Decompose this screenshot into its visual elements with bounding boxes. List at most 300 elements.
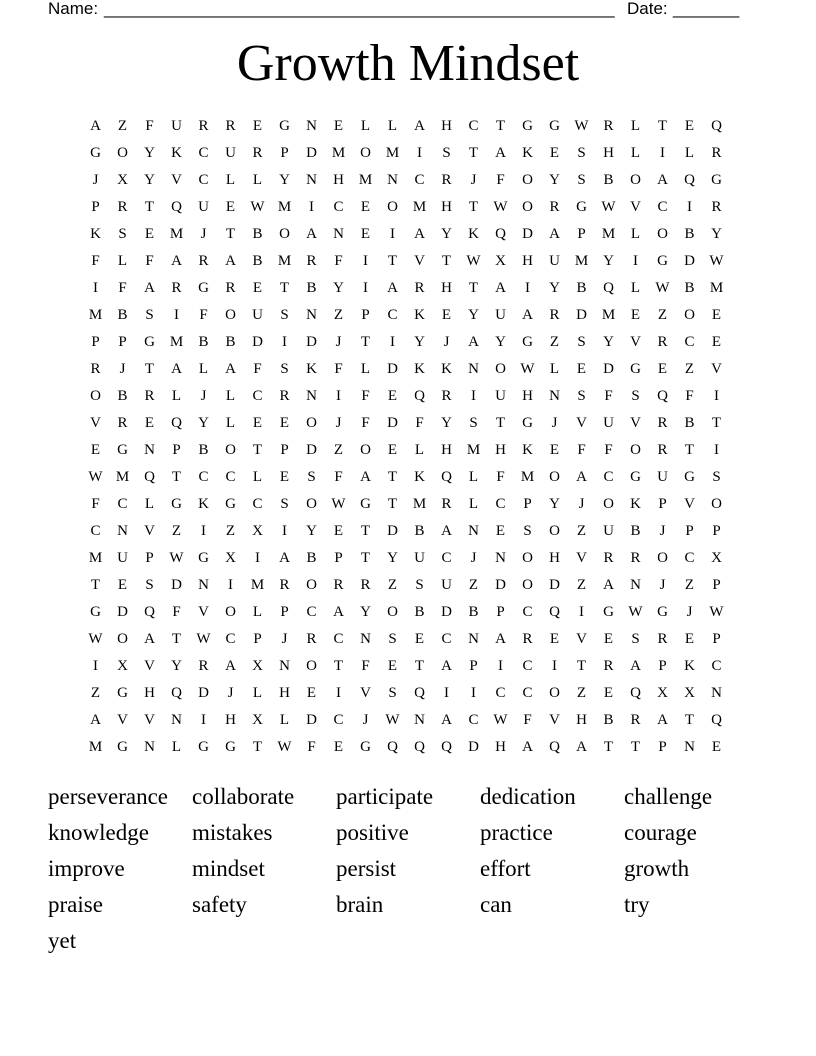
- grid-letter: O: [711, 496, 722, 512]
- grid-letter: H: [441, 280, 452, 296]
- grid-letter: A: [333, 604, 344, 620]
- grid-letter: C: [414, 172, 425, 188]
- grid-letter: O: [387, 604, 398, 620]
- grid-letter: X: [225, 550, 236, 566]
- word-bank-item: knowledge: [48, 820, 149, 845]
- grid-letter: F: [91, 496, 100, 512]
- grid-letter: Q: [171, 199, 182, 215]
- grid-letter: H: [522, 253, 533, 269]
- grid-row: [82, 518, 730, 545]
- grid-letter: P: [280, 442, 289, 458]
- grid-letter: B: [306, 280, 317, 296]
- grid-letter: F: [118, 280, 127, 296]
- grid-letter: L: [630, 118, 641, 134]
- grid-letter: L: [468, 469, 479, 485]
- grid-letter: C: [711, 658, 722, 674]
- grid-letter: L: [414, 442, 425, 458]
- grid-letter: Z: [333, 307, 344, 323]
- grid-letter: R: [90, 361, 101, 377]
- grid-letter: G: [90, 604, 101, 620]
- grid-letter: T: [441, 253, 452, 269]
- grid-letter: Y: [387, 550, 398, 566]
- grid-letter: P: [361, 307, 370, 323]
- grid-letter: F: [91, 253, 100, 269]
- grid-letter: G: [198, 280, 209, 296]
- grid-letter: L: [630, 280, 641, 296]
- grid-letter: E: [630, 307, 641, 323]
- grid-letter: G: [522, 118, 533, 134]
- word-bank-item: challenge: [624, 784, 713, 809]
- grid-letter: O: [522, 577, 533, 593]
- grid-letter: E: [495, 523, 506, 539]
- grid-letter: L: [171, 739, 182, 755]
- grid-letter: Q: [549, 739, 560, 755]
- grid-letter: C: [333, 631, 344, 647]
- grid-letter: E: [549, 631, 560, 647]
- grid-letter: U: [603, 523, 614, 539]
- grid-letter: G: [198, 550, 209, 566]
- grid-letter: W: [385, 712, 400, 728]
- grid-letter: F: [361, 415, 370, 431]
- grid-letter: L: [360, 361, 371, 377]
- grid-letter: A: [630, 658, 641, 674]
- grid-letter: O: [225, 604, 236, 620]
- grid-letter: T: [225, 226, 236, 242]
- word-bank-item: mindset: [192, 856, 265, 881]
- grid-letter: K: [630, 496, 641, 512]
- grid-letter: X: [684, 685, 695, 701]
- grid-letter: N: [198, 577, 209, 593]
- word-bank-item: perseverance: [48, 784, 169, 809]
- grid-letter: S: [388, 631, 397, 647]
- grid-letter: P: [712, 523, 721, 539]
- grid-letter: F: [523, 712, 532, 728]
- name-label: Name:: [48, 0, 99, 18]
- grid-row: [82, 140, 730, 167]
- grid-letter: E: [387, 658, 398, 674]
- grid-letter: C: [306, 604, 317, 620]
- grid-letter: O: [279, 226, 290, 242]
- grid-letter: C: [522, 658, 533, 674]
- grid-letter: Z: [657, 307, 668, 323]
- grid-letter: E: [711, 739, 722, 755]
- grid-letter: L: [198, 361, 209, 377]
- grid-letter: S: [631, 388, 640, 404]
- grid-letter: P: [145, 550, 154, 566]
- grid-letter: O: [360, 442, 371, 458]
- grid-letter: T: [90, 577, 101, 593]
- grid-letter: P: [91, 334, 100, 350]
- grid-letter: C: [333, 712, 344, 728]
- grid-letter: D: [171, 577, 182, 593]
- grid-letter: O: [306, 658, 317, 674]
- grid-letter: V: [171, 172, 182, 188]
- grid-letter: P: [280, 604, 289, 620]
- grid-letter: E: [252, 118, 263, 134]
- grid-letter: U: [549, 253, 560, 269]
- grid-letter: D: [306, 334, 317, 350]
- grid-letter: E: [144, 415, 155, 431]
- grid-letter: A: [171, 253, 182, 269]
- grid-letter: Z: [225, 523, 236, 539]
- grid-letter: R: [549, 307, 560, 323]
- grid-letter: H: [279, 685, 290, 701]
- grid-letter: I: [336, 388, 341, 404]
- grid-letter: B: [468, 604, 479, 620]
- grid-letter: B: [630, 523, 641, 539]
- grid-letter: E: [711, 334, 722, 350]
- grid-letter: Y: [441, 415, 452, 431]
- grid-letter: R: [414, 280, 425, 296]
- grid-letter: L: [225, 415, 236, 431]
- grid-letter: V: [711, 361, 722, 377]
- grid-letter: B: [684, 280, 695, 296]
- grid-letter: B: [603, 172, 614, 188]
- grid-letter: F: [496, 469, 505, 485]
- grid-letter: P: [91, 199, 100, 215]
- grid-letter: T: [414, 658, 425, 674]
- grid-letter: A: [306, 226, 317, 242]
- grid-letter: C: [252, 388, 263, 404]
- grid-row: [82, 356, 730, 383]
- grid-letter: V: [144, 523, 155, 539]
- grid-letter: W: [520, 361, 535, 377]
- grid-letter: H: [144, 685, 155, 701]
- grid-letter: W: [196, 631, 211, 647]
- grid-letter: H: [549, 550, 560, 566]
- grid-letter: O: [306, 496, 317, 512]
- grid-letter: N: [711, 685, 722, 701]
- grid-letter: T: [171, 631, 182, 647]
- grid-letter: Y: [360, 604, 371, 620]
- grid-letter: M: [331, 145, 346, 161]
- grid-letter: S: [577, 172, 586, 188]
- grid-letter: O: [657, 550, 668, 566]
- grid-letter: J: [119, 361, 126, 377]
- grid-letter: X: [252, 523, 263, 539]
- grid-letter: K: [90, 226, 101, 242]
- grid-letter: I: [390, 334, 395, 350]
- grid-letter: T: [657, 118, 668, 134]
- grid-letter: A: [603, 577, 614, 593]
- grid-letter: A: [495, 631, 506, 647]
- grid-letter: R: [441, 388, 452, 404]
- grid-letter: F: [145, 118, 154, 134]
- grid-letter: G: [657, 253, 668, 269]
- grid-letter: Y: [144, 172, 155, 188]
- grid-letter: D: [468, 739, 479, 755]
- grid-letter: Z: [684, 361, 695, 377]
- grid-letter: F: [334, 253, 343, 269]
- grid-letter: H: [495, 739, 506, 755]
- grid-letter: C: [684, 550, 695, 566]
- grid-row: [82, 707, 730, 734]
- grid-letter: R: [630, 712, 641, 728]
- grid-letter: L: [279, 712, 290, 728]
- word-bank-item: brain: [336, 892, 384, 917]
- grid-letter: R: [603, 118, 614, 134]
- grid-letter: N: [360, 631, 371, 647]
- grid-letter: A: [549, 226, 560, 242]
- grid-row: [82, 275, 730, 302]
- grid-letter: E: [684, 118, 695, 134]
- grid-letter: V: [360, 685, 371, 701]
- grid-letter: R: [657, 442, 668, 458]
- grid-letter: K: [414, 307, 425, 323]
- grid-row: [82, 464, 730, 491]
- grid-row: [82, 626, 730, 653]
- grid-letter: Q: [387, 739, 398, 755]
- grid-letter: R: [198, 658, 209, 674]
- grid-row: [82, 653, 730, 680]
- grid-letter: E: [117, 577, 128, 593]
- grid-letter: N: [495, 550, 506, 566]
- grid-letter: Y: [306, 523, 317, 539]
- grid-letter: R: [117, 199, 128, 215]
- word-bank-item: collaborate: [192, 784, 295, 809]
- grid-letter: R: [657, 631, 668, 647]
- grid-letter: E: [657, 361, 668, 377]
- grid-letter: A: [468, 334, 479, 350]
- grid-letter: W: [655, 280, 670, 296]
- grid-letter: X: [117, 172, 128, 188]
- grid-letter: F: [604, 442, 613, 458]
- grid-letter: G: [117, 685, 128, 701]
- grid-letter: S: [307, 469, 316, 485]
- grid-letter: J: [578, 496, 585, 512]
- grid-letter: Y: [603, 334, 614, 350]
- name-blank: ______________________________________________________: [104, 0, 615, 18]
- grid-letter: I: [201, 712, 206, 728]
- grid-letter: O: [522, 172, 533, 188]
- grid-letter: D: [387, 523, 398, 539]
- word-bank-item: try: [624, 892, 650, 917]
- grid-letter: L: [225, 388, 236, 404]
- grid-letter: E: [360, 199, 371, 215]
- grid-letter: E: [684, 631, 695, 647]
- grid-letter: W: [331, 496, 346, 512]
- grid-letter: I: [471, 388, 476, 404]
- grid-letter: D: [306, 442, 317, 458]
- grid-letter: B: [684, 226, 695, 242]
- grid-letter: N: [630, 577, 641, 593]
- word-bank-item: can: [480, 892, 512, 917]
- grid-letter: S: [118, 226, 127, 242]
- grid-letter: E: [387, 388, 398, 404]
- grid-letter: U: [171, 118, 182, 134]
- grid-letter: T: [279, 280, 290, 296]
- grid-letter: D: [576, 307, 587, 323]
- grid-letter: R: [279, 388, 290, 404]
- grid-letter: O: [117, 631, 128, 647]
- grid-letter: L: [252, 604, 263, 620]
- grid-letter: E: [441, 307, 452, 323]
- grid-letter: G: [522, 334, 533, 350]
- grid-letter: R: [306, 253, 317, 269]
- grid-letter: O: [522, 550, 533, 566]
- grid-letter: T: [630, 739, 641, 755]
- grid-letter: D: [252, 334, 263, 350]
- grid-letter: R: [171, 280, 182, 296]
- grid-letter: C: [441, 631, 452, 647]
- grid-letter: Q: [549, 604, 560, 620]
- grid-letter: O: [225, 307, 236, 323]
- grid-letter: F: [145, 253, 154, 269]
- grid-letter: T: [360, 334, 371, 350]
- grid-letter: Q: [711, 712, 722, 728]
- grid-letter: U: [657, 469, 668, 485]
- word-bank-item: courage: [624, 820, 697, 845]
- grid-letter: D: [387, 415, 398, 431]
- grid-row: [82, 167, 730, 194]
- word-bank-item: mistakes: [192, 820, 273, 845]
- grid-letter: Y: [171, 658, 182, 674]
- grid-letter: L: [225, 172, 236, 188]
- grid-letter: K: [441, 361, 452, 377]
- grid-letter: L: [387, 118, 398, 134]
- grid-letter: M: [574, 253, 589, 269]
- grid-letter: N: [306, 388, 317, 404]
- word-bank-item: positive: [336, 820, 409, 845]
- grid-letter: I: [633, 253, 638, 269]
- grid-letter: O: [522, 199, 533, 215]
- grid-letter: T: [495, 415, 506, 431]
- grid-letter: R: [252, 145, 263, 161]
- grid-letter: S: [280, 307, 289, 323]
- grid-letter: J: [281, 631, 288, 647]
- grid-letter: J: [659, 577, 666, 593]
- grid-letter: U: [414, 550, 425, 566]
- grid-letter: Q: [414, 388, 425, 404]
- grid-letter: Y: [603, 253, 614, 269]
- grid-row: [82, 248, 730, 275]
- grid-letter: B: [603, 712, 614, 728]
- grid-letter: A: [279, 550, 290, 566]
- grid-letter: V: [630, 415, 641, 431]
- grid-letter: N: [387, 172, 398, 188]
- grid-letter: R: [198, 253, 209, 269]
- grid-letter: Z: [117, 118, 128, 134]
- grid-letter: W: [709, 253, 724, 269]
- grid-letter: J: [200, 388, 207, 404]
- grid-letter: E: [549, 145, 560, 161]
- grid-letter: Y: [441, 226, 452, 242]
- grid-letter: P: [685, 523, 694, 539]
- word-bank-item: practice: [480, 820, 553, 845]
- grid-letter: Q: [414, 739, 425, 755]
- grid-letter: C: [441, 550, 452, 566]
- grid-letter: V: [414, 253, 425, 269]
- grid-letter: A: [144, 280, 155, 296]
- grid-letter: S: [577, 388, 586, 404]
- grid-letter: J: [443, 334, 450, 350]
- grid-letter: R: [441, 496, 452, 512]
- grid-row: [82, 221, 730, 248]
- grid-letter: Q: [603, 280, 614, 296]
- grid-letter: F: [334, 469, 343, 485]
- page-title: Growth Mindset: [236, 35, 580, 92]
- grid-letter: B: [117, 388, 128, 404]
- grid-letter: O: [549, 469, 560, 485]
- grid-letter: I: [309, 199, 314, 215]
- grid-letter: A: [225, 253, 236, 269]
- grid-letter: Q: [171, 685, 182, 701]
- grid-letter: Y: [198, 415, 209, 431]
- grid-letter: P: [172, 442, 181, 458]
- grid-letter: U: [495, 388, 506, 404]
- grid-letter: F: [685, 388, 694, 404]
- grid-letter: T: [684, 442, 695, 458]
- grid-letter: G: [711, 172, 722, 188]
- grid-letter: G: [117, 739, 128, 755]
- grid-letter: M: [466, 442, 481, 458]
- grid-letter: M: [88, 550, 103, 566]
- grid-letter: V: [144, 712, 155, 728]
- grid-letter: N: [279, 658, 290, 674]
- grid-letter: R: [657, 415, 668, 431]
- grid-letter: B: [252, 226, 263, 242]
- grid-letter: W: [709, 604, 724, 620]
- grid-letter: P: [496, 604, 505, 620]
- grid-letter: O: [603, 496, 614, 512]
- grid-letter: T: [387, 469, 398, 485]
- grid-letter: V: [576, 415, 587, 431]
- grid-letter: A: [441, 658, 452, 674]
- grid-letter: I: [687, 199, 692, 215]
- grid-letter: N: [468, 523, 479, 539]
- grid-letter: C: [198, 172, 209, 188]
- grid-letter: I: [174, 307, 179, 323]
- grid-letter: F: [307, 739, 316, 755]
- grid-letter: Y: [495, 334, 506, 350]
- grid-letter: A: [414, 118, 425, 134]
- grid-letter: W: [466, 253, 481, 269]
- grid-letter: M: [250, 577, 265, 593]
- grid-letter: J: [200, 226, 207, 242]
- grid-letter: Z: [576, 577, 587, 593]
- grid-letter: W: [88, 469, 103, 485]
- grid-row: [82, 302, 730, 329]
- grid-letter: D: [495, 577, 506, 593]
- grid-letter: J: [470, 550, 477, 566]
- grid-letter: W: [88, 631, 103, 647]
- grid-letter: C: [603, 469, 614, 485]
- grid-letter: A: [576, 469, 587, 485]
- grid-letter: D: [306, 712, 317, 728]
- word-bank-item: effort: [480, 856, 531, 881]
- grid-row: [82, 680, 730, 707]
- grid-letter: I: [201, 523, 206, 539]
- grid-letter: E: [252, 280, 263, 296]
- grid-letter: F: [604, 388, 613, 404]
- grid-row: [82, 329, 730, 356]
- grid-letter: N: [306, 172, 317, 188]
- grid-letter: A: [225, 658, 236, 674]
- grid-letter: E: [576, 361, 587, 377]
- grid-letter: S: [388, 685, 397, 701]
- grid-letter: O: [657, 226, 668, 242]
- grid-letter: U: [225, 145, 236, 161]
- grid-letter: R: [522, 631, 533, 647]
- grid-letter: Z: [576, 523, 587, 539]
- grid-letter: N: [117, 523, 128, 539]
- grid-letter: R: [630, 550, 641, 566]
- header-line: [48, 0, 748, 20]
- grid-letter: I: [714, 388, 719, 404]
- grid-letter: L: [117, 253, 128, 269]
- grid-letter: T: [576, 658, 587, 674]
- grid-letter: B: [252, 253, 263, 269]
